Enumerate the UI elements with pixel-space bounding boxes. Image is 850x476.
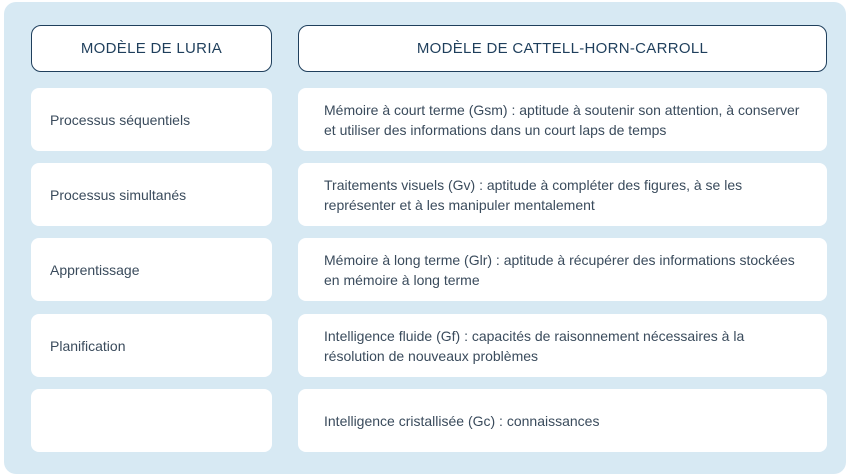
luria-cell-empty — [31, 389, 272, 452]
chc-cell — [298, 163, 827, 226]
comparison-panel — [4, 2, 846, 474]
luria-cell-text: Processus séquentiels — [50, 111, 191, 128]
chc-cell — [298, 238, 827, 301]
chc-cell-text: Mémoire à court terme (Gsm) : aptitude à soutenir son attention, à conserver et utiliser des informations dans un court laps de temps — [324, 101, 800, 138]
header-luria: MODÈLE DE LURIA — [31, 25, 272, 72]
luria-cell-text: Processus simultanés — [50, 186, 187, 203]
chc-cell — [298, 88, 827, 151]
header-chc: MODÈLE DE CATTELL-HORN-CARROLL — [298, 25, 827, 72]
chc-cell — [298, 389, 827, 452]
luria-cell — [31, 238, 272, 301]
chc-cell — [298, 314, 827, 377]
luria-cell-text: Apprentissage — [50, 261, 140, 278]
chc-cell-text: Intelligence fluide (Gf) : capacités de raisonnement nécessaires à la résolution de nouveaux problèmes — [324, 327, 745, 364]
luria-cell — [31, 314, 272, 377]
chc-cell-text: Traitements visuels (Gv) : aptitude à compléter des figures, à se les représenter et à les manipuler mentalement — [324, 176, 743, 213]
luria-cell — [31, 163, 272, 226]
chc-cell-text: Intelligence cristallisée (Gc) : connaissances — [324, 412, 600, 429]
luria-cell — [31, 88, 272, 151]
chc-cell-text: Mémoire à long terme (Glr) : aptitude à récupérer des informations stockées en mémoire à long terme — [324, 251, 795, 288]
luria-cell-text: Planification — [50, 337, 126, 354]
